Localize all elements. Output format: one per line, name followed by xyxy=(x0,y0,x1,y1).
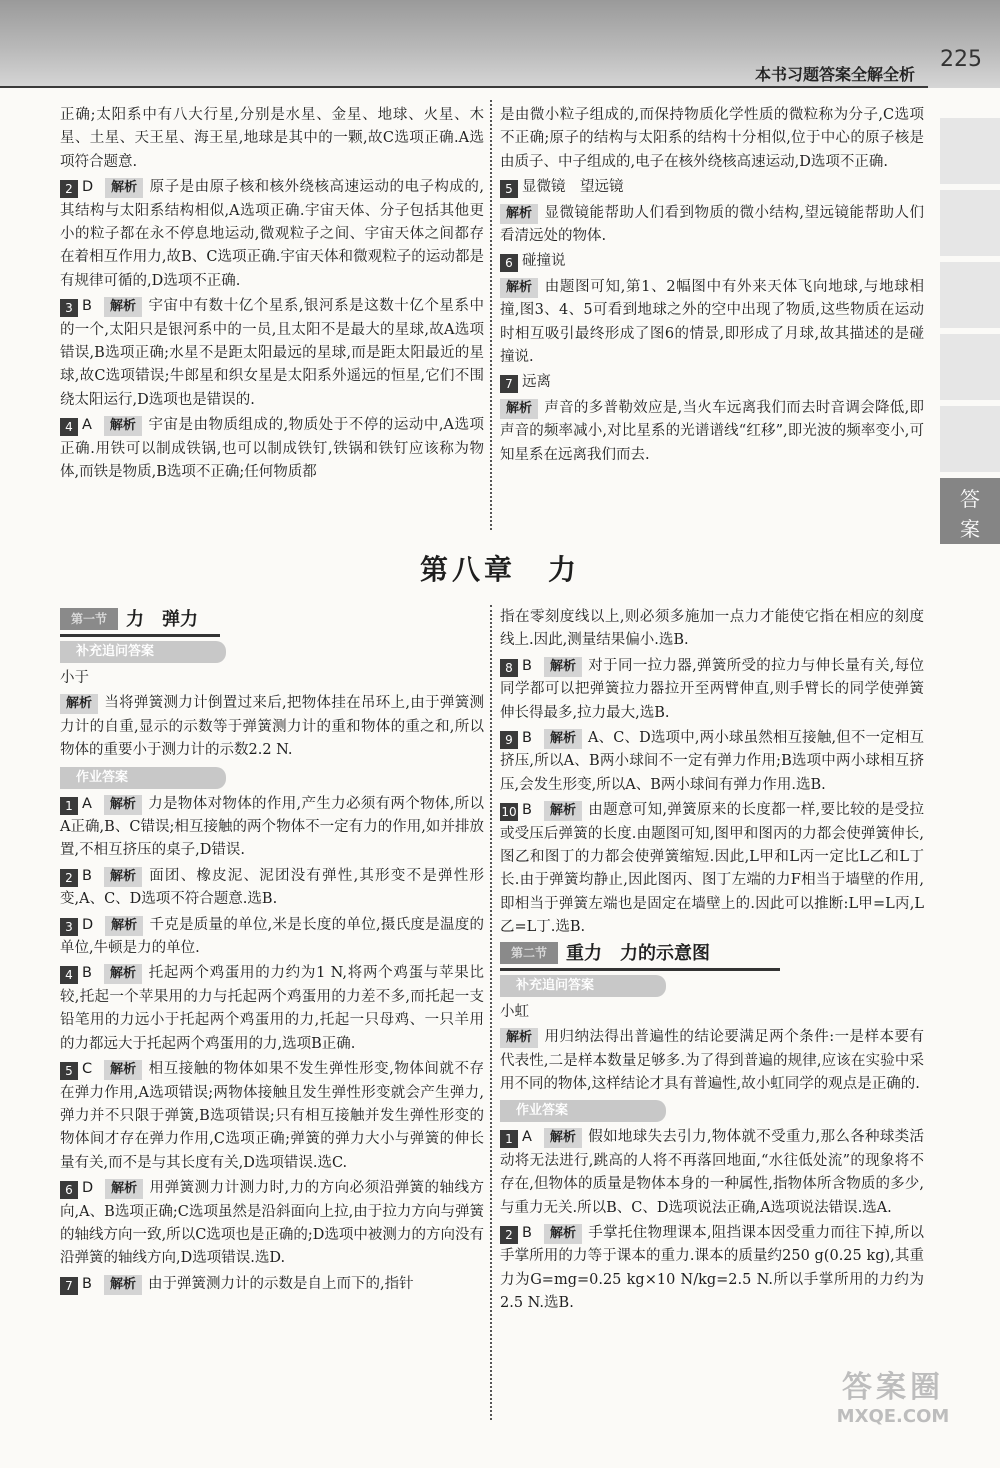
answer-text: 宇宙是由物质组成的,物质处于不停的运动中,A选项正确.用铁可以制成铁锅,也可以制成铁钉,铁锅和铁钉应该称为物体,而铁是物质,B选项不正确;任何物质都 xyxy=(60,417,484,481)
question-number: 3 xyxy=(60,299,78,317)
page-number: 225 xyxy=(940,47,982,72)
answer-item xyxy=(60,104,484,174)
continued-answers xyxy=(500,606,924,940)
question-number: 7 xyxy=(500,375,518,393)
supplement-answer: 小于 xyxy=(60,670,89,686)
answer-choice: B xyxy=(82,867,92,884)
analysis-tag: 解析 xyxy=(500,399,538,419)
analysis-tag: 解析 xyxy=(544,657,582,677)
question-number: 1 xyxy=(60,797,78,815)
question-number: 2 xyxy=(60,180,78,198)
analysis-tag: 解析 xyxy=(544,1128,582,1148)
answer-text: A、C、D选项中,两小球虽然相互接触,但不一定相互挤压,所以A、B两小球间不一定有弹力作用;B选项中两小球相互挤压,会发生形变,所以A、B两小球间有弹力作用.选B. xyxy=(500,730,924,793)
answer-text: 假如地球失去引力,物体就不受重力,那么各种球类活动将无法进行,跳高的人将不再落回地面,“水往低处流”的现象将不存在,但物体的质量是物体本身的一种属性,指物体所含物质的多少,与重力无关.所以B、C、D选项说法正确,A选项说法错误.选A. xyxy=(500,1129,924,1216)
answer-item xyxy=(60,1177,484,1271)
question-number: 6 xyxy=(500,254,518,272)
side-tab-char: 答 xyxy=(960,487,980,511)
question-number: 5 xyxy=(60,1062,78,1080)
answer-choice: 碰撞说 xyxy=(522,253,566,270)
analysis-tag: 解析 xyxy=(544,801,582,821)
answer-choice: D xyxy=(82,916,94,933)
answer-text: 力是物体对物体的作用,产生力必须有两个物体,所以A正确,B、C错误;相互接触的两个物体不一定有力的作用,如并排放置,不相互挤压的桌子,D错误. xyxy=(60,795,484,859)
answer-choice: B xyxy=(82,965,92,982)
column-divider xyxy=(490,605,492,1420)
supplement-explanation: 解析 当将弹簧测力计倒置过来后,把物体挂在吊环上,由于弹簧测力计的自重,显示的示数等于弹簧测力计的重和物体的重之和,所以物体的重要小于测力计的示数2.2 N. xyxy=(60,695,484,759)
analysis-tag: 解析 xyxy=(104,964,142,984)
section-badge: 第一节 xyxy=(60,608,118,630)
answer-item xyxy=(60,1273,484,1296)
answer-choice: 远离 xyxy=(522,374,551,391)
answer-item xyxy=(60,414,484,484)
question-number: 4 xyxy=(60,966,78,984)
answer-choice: A xyxy=(82,795,92,812)
side-tab-blank xyxy=(940,334,1000,400)
answer-text: 千克是质量的单位,米是长度的单位,摄氏度是温度的单位,牛顿是力的单位. xyxy=(60,916,484,957)
analysis-tag: 解析 xyxy=(104,416,142,436)
header-caption: 本书习题答案全解全析 xyxy=(754,65,915,84)
subheading-supplement: 补充追问答案 xyxy=(500,975,666,997)
answer-item xyxy=(500,397,924,467)
analysis-tag: 解析 xyxy=(60,694,98,714)
question-number: 5 xyxy=(500,180,518,198)
answer-item xyxy=(500,104,924,174)
answer-text: 由题意可知,弹簧原来的长度都一样,要比较的是受拉或受压后弹簧的长度.由题图可知,图甲和图丙的力都会使弹簧伸长,图乙和图丁的力都会使弹簧缩短.因此,L甲和L丙一定比L乙和L丁长.由于弹簧均静止,因此图丙、图丁左端的力F相当于墙壁的作用,即相当于弹簧左端也是固定在墙壁上的.因此可以推断:L甲=L丙,L乙=L丁.选B. xyxy=(500,802,924,936)
answer-text: 手掌托住物理课本,阻挡课本因受重力而往下掉,所以手掌所用的力等于课本的重力.课本的质量约250 g(0.25 kg),其重力为G=mg=0.25 kg×10 N/kg=2.5 N.所以手掌所用的力约为2.5 N.选B. xyxy=(500,1224,924,1312)
question-number: 9 xyxy=(500,731,518,749)
analysis-tag: 解析 xyxy=(544,1224,582,1244)
side-tabs xyxy=(940,118,1000,550)
analysis-tag: 解析 xyxy=(104,1275,142,1295)
answer-choice: B xyxy=(82,1275,92,1292)
analysis-tag: 解析 xyxy=(104,795,142,815)
question-number: 1 xyxy=(500,1130,518,1148)
answer-item xyxy=(60,865,484,912)
question-number: 2 xyxy=(500,1226,518,1244)
watermark-text: 答案圈 xyxy=(842,1370,944,1405)
answer-choice: B xyxy=(82,298,92,315)
answer-choice: B xyxy=(522,802,532,819)
side-tab-blank xyxy=(940,406,1000,472)
question-number: 2 xyxy=(60,869,78,887)
answer-item xyxy=(500,727,924,797)
supplement-explanation: 解析 用归纳法得出普遍性的结论要满足两个条件:一是样本要有代表性,二是样本数量足够多.为了得到普遍的规律,应该在实验中采用不同的物体,这样结论才具有普遍性,故小虹同学的观点是正确的. xyxy=(500,1029,924,1092)
answer-text: 原子是由原子核和核外绕核高速运动的电子构成的,其结构与太阳系结构相似,A选项正确.宇宙天体、分子包括其他更小的粒子都在永不停息地运动,微观粒子之间、宇宙天体之间都存在着相互作用力,故B、C选项正确.宇宙天体和微观粒子的运动都是有规律可循的,D选项不正确. xyxy=(60,179,484,289)
analysis-tag: 解析 xyxy=(104,297,142,317)
answer-text: 对于同一拉力器,弹簧所受的拉力与伸长量有关,每位同学都可以把弹簧拉力器拉开至两臂伸直,则手臂长的同学使弹簧伸长得最多,拉力最大,选B. xyxy=(500,657,924,721)
supplement-answer: 小虹 xyxy=(500,1003,529,1020)
answer-choice: B xyxy=(522,1224,532,1241)
question-number: 8 xyxy=(500,659,518,677)
section-badge: 第二节 xyxy=(500,942,558,964)
answer-choice: 显微镜 望远镜 xyxy=(522,179,624,196)
answer-choice: B xyxy=(522,730,532,747)
subheading-homework: 作业答案 xyxy=(500,1100,666,1122)
left-column-top xyxy=(60,104,484,487)
side-tab-char: 案 xyxy=(960,517,980,541)
right-column-top xyxy=(500,104,924,469)
answer-text: 是由微小粒子组成的,而保持物质化学性质的微粒称为分子,C选项不正确;原子的结构与太阳系的结构十分相似,位于中心的原子核是由质子、中子组成的,电子在核外绕核高速运动,D选项不正确. xyxy=(500,107,924,170)
question-number: 6 xyxy=(60,1181,78,1199)
side-tab-blank xyxy=(940,262,1000,328)
homework-answers xyxy=(500,1126,924,1315)
analysis-tag: 解析 xyxy=(105,178,143,198)
answer-choice: D xyxy=(82,1180,94,1197)
right-column-bottom xyxy=(500,606,924,1318)
chapter-title: 第八章 力 xyxy=(419,553,580,586)
side-tab-blank xyxy=(940,190,1000,256)
section-heading xyxy=(500,942,780,971)
question-number: 3 xyxy=(60,918,78,936)
answer-text: 正确;太阳系中有八大行星,分别是水星、金星、地球、火星、木星、土星、天王星、海王星,地球是其中的一颗,故C选项正确.A选项符合题意. xyxy=(60,107,484,170)
answer-choice: A xyxy=(82,417,92,434)
analysis-tag: 解析 xyxy=(500,204,538,224)
analysis-tag: 解析 xyxy=(104,867,142,887)
answer-item xyxy=(500,250,924,273)
analysis-tag: 解析 xyxy=(105,916,143,936)
answer-item xyxy=(500,202,924,249)
analysis-tag: 解析 xyxy=(500,1028,538,1048)
section-heading xyxy=(60,608,220,637)
answer-item xyxy=(60,962,484,1056)
answer-choice: B xyxy=(522,657,532,674)
answer-item xyxy=(60,914,484,961)
answer-text: 宇宙中有数十亿个星系,银河系是这数十亿个星系中的一个,太阳只是银河系中的一员,且太阳不是最大的星球,故A选项错误,B选项正确;水星不是距太阳最远的星球,而是距太阳最近的星球,故C选项错误;牛郎星和织女星是太阳系外遥远的恒星,它们不围绕太阳运行,D选项也是错误的. xyxy=(60,298,484,408)
analysis-tag: 解析 xyxy=(105,1179,143,1199)
subheading-supplement: 补充追问答案 xyxy=(60,641,226,663)
question-number: 7 xyxy=(60,1277,78,1295)
side-tab-blank xyxy=(940,118,1000,184)
answer-item xyxy=(500,1126,924,1220)
answer-text: 相互接触的物体如果不发生弹性形变,物体间就不存在弹力作用,A选项错误;两物体接触且发生弹性形变就会产生弹力,弹力并不只限于弹簧,B选项错误;只有相互接触并发生弹性形变的物体间才存在弹力作用,C选项正确;弹簧的弹力大小与弹簧的伸长量有关,而不是与其长度有关,D选项错误.选C. xyxy=(60,1061,484,1171)
side-tab-answers[interactable] xyxy=(940,478,1000,544)
answer-item xyxy=(500,276,924,370)
answer-text: 声音的多普勒效应是,当火车远离我们而去时音调会降低,即声音的频率减小,对比星系的光谱谱线“红移”,即光波的频率变小,可知星系在远离我们而去. xyxy=(500,399,924,463)
watermark-logo xyxy=(808,1362,978,1448)
answer-item xyxy=(500,655,924,725)
watermark-url: MXQE.COM xyxy=(836,1406,950,1427)
answer-choice: D xyxy=(82,179,94,196)
answer-item xyxy=(500,176,924,199)
header-rule xyxy=(0,86,928,88)
answer-text: 用弹簧测力计测力时,力的方向必须沿弹簧的轴线方向,A、B选项正确;C选项虽然是沿斜面向上拉,由于拉力方向与弹簧的轴线方向一致,所以C选项也是正确的;D选项中被测力的方向没有沿弹簧的轴线方向,D选项错误.选D. xyxy=(60,1180,484,1267)
answer-choice: C xyxy=(82,1061,93,1078)
section-title: 重力 力的示意图 xyxy=(566,942,710,964)
homework-answers xyxy=(60,793,484,1297)
answer-item xyxy=(500,606,924,653)
answer-item xyxy=(60,793,484,863)
answer-text: 由于弹簧测力计的示数是自上而下的,指针 xyxy=(147,1275,414,1292)
answer-item xyxy=(500,371,924,394)
column-divider xyxy=(490,100,492,530)
question-number: 10 xyxy=(501,805,517,820)
analysis-tag: 解析 xyxy=(544,729,582,749)
question-number: 4 xyxy=(60,418,78,436)
answer-text: 显微镜能帮助人们看到物质的微小结构,望远镜能帮助人们看清远处的物体. xyxy=(500,204,924,245)
section-title: 力 弹力 xyxy=(126,609,198,630)
answer-item xyxy=(500,1222,924,1316)
analysis-tag: 解析 xyxy=(104,1060,142,1080)
answer-choice: A xyxy=(522,1129,532,1146)
answer-item xyxy=(500,799,924,939)
left-column-bottom xyxy=(60,606,484,1298)
answer-item xyxy=(60,295,484,412)
answer-item xyxy=(60,1058,484,1175)
answer-text: 面团、橡皮泥、泥团没有弹性,其形变不是弹性形变,A、C、D选项不符合题意.选B. xyxy=(60,867,484,908)
subheading-homework: 作业答案 xyxy=(60,767,226,789)
answer-text: 指在零刻度线以上,则必须多施加一点力才能使它指在相应的刻度线上.因此,测量结果偏小.选B. xyxy=(500,609,924,649)
analysis-tag: 解析 xyxy=(500,278,538,298)
answer-text: 托起两个鸡蛋用的力约为1 N,将两个鸡蛋与苹果比较,托起一个苹果用的力与托起两个鸡蛋用的力差不多,而托起一支铅笔用的力远小于托起两个鸡蛋用的力,托起一只母鸡、一只羊用的力都远大于托起两个鸡蛋用的力,选项B正确. xyxy=(60,965,484,1052)
answer-item xyxy=(60,176,484,293)
answer-text: 由题图可知,第1、2幅图中有外来天体飞向地球,与地球相撞,图3、4、5可看到地球之外的空中出现了物质,这些物质在运动时相互吸引最终形成了图6的情景,即形成了月球,故其描述的是碰撞说. xyxy=(500,278,924,366)
